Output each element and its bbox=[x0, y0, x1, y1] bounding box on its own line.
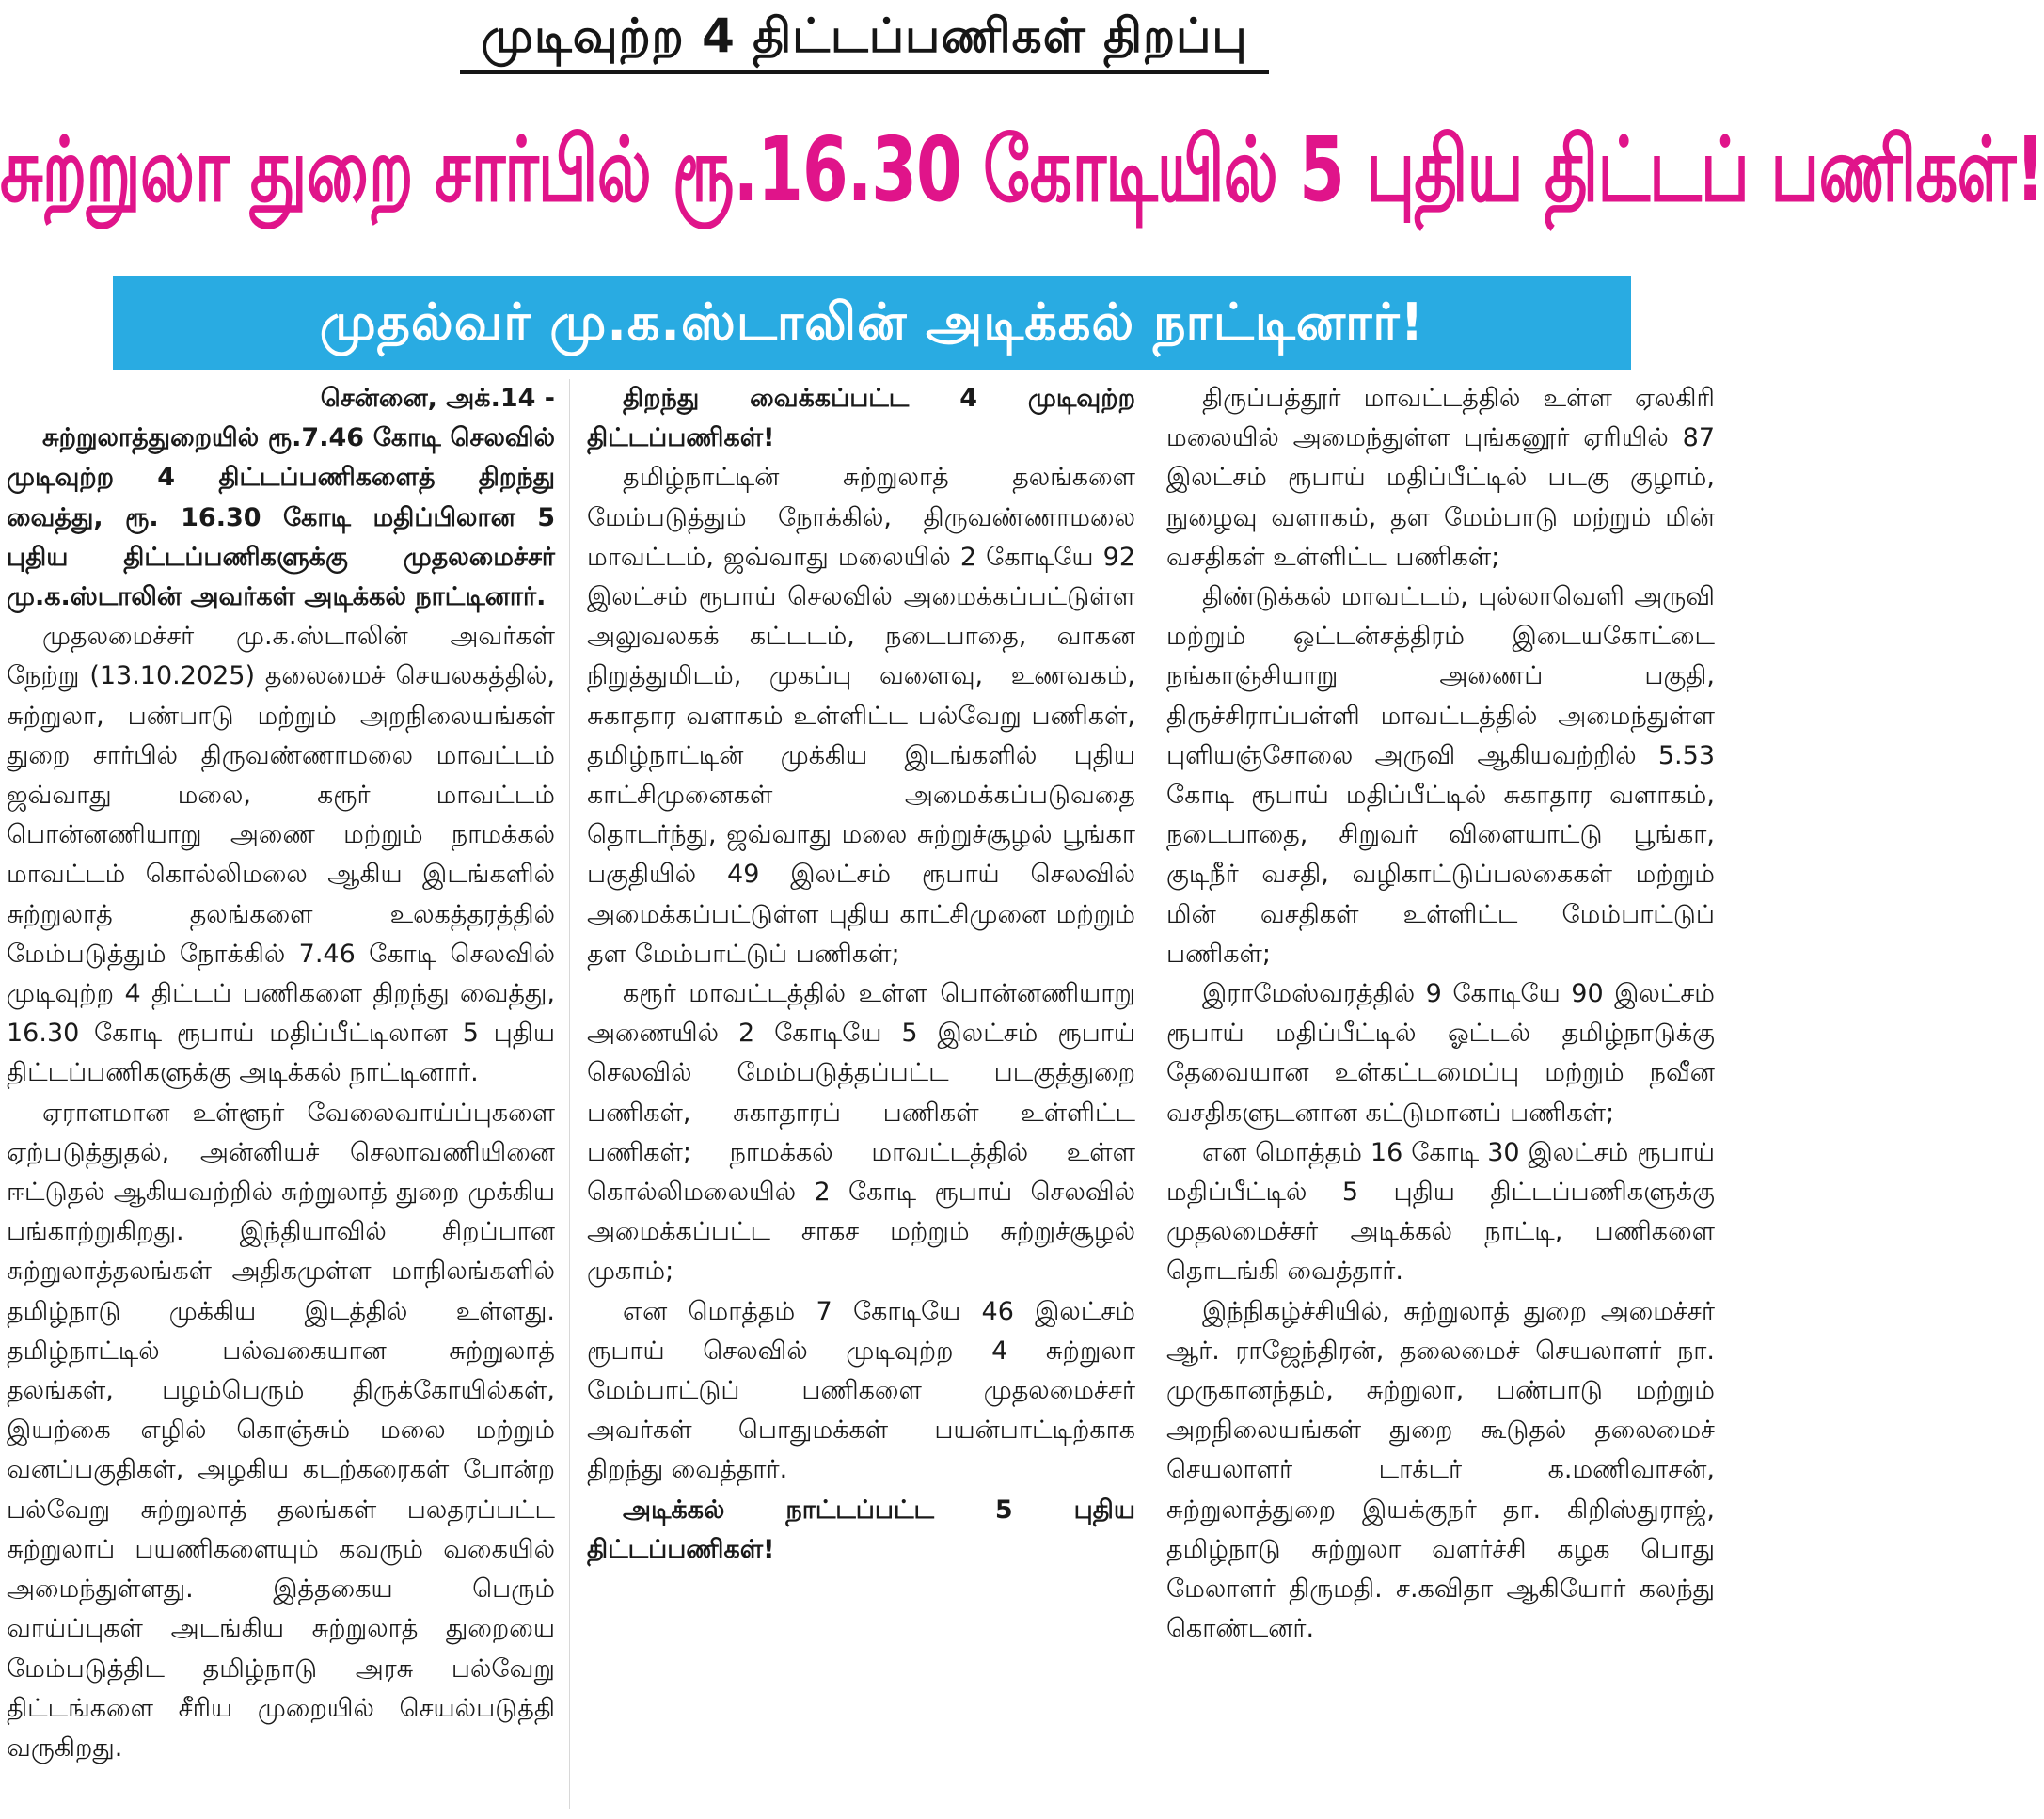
headline: சுற்றுலா துறை சார்பில் ரூ.16.30 கோடியில் 5 புதிய திட்டப் பணிகள்! bbox=[0, 118, 2044, 223]
paragraph-10: இந்நிகழ்ச்சியில், சுற்றுலாத் துறை அமைச்சர் ஆர். ராஜேந்திரன், தலைமைச் செயலாளர் நா. முருகானந்தம், சுற்றுலா, பண்பாடு மற்றும் அறநிலையங்கள் துறை கூடுதல் தலைமைச் செயலாளர் டாக்டர் க.மணிவாசன், சுற்றுலாத்துறை இயக்குநர் தா. கிறிஸ்துராஜ், தமிழ்நாடு சுற்றுலா வளர்ச்சி கழக பொது மேலாளர் திருமதி. ச.கவிதா ஆகியோர் கலந்து கொண்டனர். bbox=[1166, 1296, 1715, 1644]
sub-headline-banner: முதல்வர் மு.க.ஸ்டாலின் அடிக்கல் நாட்டினார்! bbox=[113, 276, 1631, 370]
subhead-new-projects: அடிக்கல் நாட்டப்பட்ட 5 புதிய திட்டப்பணிகள்! bbox=[587, 1495, 1135, 1564]
column-1 bbox=[7, 379, 555, 1813]
paragraph-9: என மொத்தம் 16 கோடி 30 இலட்சம் ரூபாய் மதிப்பீட்டில் 5 புதிய திட்டப்பணிகளுக்கு முதலமைச்சர் அடிக்கல் நாட்டி, பணிகளை தொடங்கி வைத்தார். bbox=[1166, 1137, 1715, 1287]
paragraph-5: என மொத்தம் 7 கோடியே 46 இலட்சம் ரூபாய் செலவில் முடிவுற்ற 4 சுற்றுலா மேம்பாட்டுப் பணிகளை முதலமைச்சர் அவர்கள் பொதுமக்கள் பயன்பாட்டிற்காக திறந்து வைத்தார். bbox=[587, 1296, 1135, 1485]
column-2 bbox=[587, 379, 1135, 1813]
kicker: முடிவுற்ற 4 திட்டப்பணிகள் திறப்பு bbox=[460, 9, 1268, 74]
paragraph-7: திண்டுக்கல் மாவட்டம், புல்லாவெளி அருவி மற்றும் ஒட்டன்சத்திரம் இடையகோட்டை நங்காஞ்சியாறு அணைப் பகுதி, திருச்சிராப்பள்ளி மாவட்டத்தில் அமைந்துள்ள புளியஞ்சோலை அருவி ஆகியவற்றில் 5.53 கோடி ரூபாய் மதிப்பீட்டில் சுகாதார வளாகம், நடைபாதை, சிறுவர் விளையாட்டு பூங்கா, குடிநீர் வசதி, வழிகாட்டுப்பலகைகள் மற்றும் மின் வசதிகள் உள்ளிட்ட மேம்பாட்டுப் பணிகள்; bbox=[1166, 582, 1715, 969]
column-3 bbox=[1166, 379, 1715, 1813]
lede-paragraph: சுற்றுலாத்துறையில் ரூ.7.46 கோடி செலவில் முடிவுற்ற 4 திட்டப்பணிகளைத் திறந்து வைத்து, ரூ. 16.30 கோடி மதிப்பிலான 5 புதிய திட்டப்பணிகளுக்கு முதலமைச்சர் மு.க.ஸ்டாலின் அவர்கள் அடிக்கல் நாட்டினார். bbox=[7, 423, 555, 612]
paragraph-2a: ஏராளமான உள்ளூர் வேலைவாய்ப்புகளை ஏற்படுத்துதல், அன்னியச் செலாவணியினை ஈட்டுதல் ஆகியவற்றில் சுற்றுலாத் துறை முக்கிய பங்காற்றுகிறது. இந்தியாவில் சிறப்பான சுற்றுலாத்தலங்கள் அதிகமுள்ள மாநிலங்களில் தமிழ்நாடு முக்கிய இடத்தில் உள்ளது. தமிழ்நாட்டில் பல்வகையான சுற்றுலாத் தலங்கள், பழம்பெரும் திருக்கோயில்கள், இயற்கை எழில் கொஞ்சும் மலை மற்றும் வனப்பகுதிகள், அழகிய கடற்கரைகள் போன்ற பல்வேறு சுற்றுலாத் தலங்கள் பலதரப்பட்ட சுற்றுலாப் பயணிகளையும் கவரும் வகையில் அமைந்துள்ளது. இத்தகைய பெரும் வாய்ப்புகள் அடங்கிய சுற்றுலாத் துறையை மேம்படுத்திட தமிழ்நாடு அரசு பல்வேறு திட்டங்களை சீரிய முறையில் செயல்படுத்தி வருகிறது. bbox=[7, 1098, 555, 1763]
kicker-wrap bbox=[0, 9, 1729, 74]
paragraph-1: முதலமைச்சர் மு.க.ஸ்டாலின் அவர்கள் நேற்று (13.10.2025) தலைமைச் செயலகத்தில், சுற்றுலா, பண்பாடு மற்றும் அறநிலையங்கள் துறை சார்பில் திருவண்ணாமலை மாவட்டம் ஜவ்வாது மலை, கரூர் மாவட்டம் பொன்னணியாறு அணை மற்றும் நாமக்கல் மாவட்டம் கொல்லிமலை ஆகிய இடங்களில் சுற்றுலாத் தலங்களை உலகத்தரத்தில் மேம்படுத்தும் நோக்கில் 7.46 கோடி செலவில் முடிவுற்ற 4 திட்டப் பணிகளை திறந்து வைத்து, 16.30 கோடி ரூபாய் மதிப்பீட்டிலான 5 புதிய திட்டப்பணிகளுக்கு அடிக்கல் நாட்டினார். bbox=[7, 622, 555, 1088]
paragraph-6: திருப்பத்தூர் மாவட்டத்தில் உள்ள ஏலகிரி மலையில் அமைந்துள்ள புங்கனூர் ஏரியில் 87 இலட்சம் ரூபாய் மதிப்பீட்டில் படகு குழாம், நுழைவு வளாகம், தள மேம்பாடு மற்றும் மின் வசதிகள் உள்ளிட்ட பணிகள்; bbox=[1166, 384, 1715, 572]
dateline: சென்னை, அக்.14 - bbox=[320, 384, 555, 413]
subhead-opened-projects: திறந்து வைக்கப்பட்ட 4 முடிவுற்ற திட்டப்பணிகள்! bbox=[587, 384, 1135, 453]
paragraph-3: தமிழ்நாட்டின் சுற்றுலாத் தலங்களை மேம்படுத்தும் நோக்கில், திருவண்ணாமலை மாவட்டம், ஜவ்வாது மலையில் 2 கோடியே 92 இலட்சம் ரூபாய் செலவில் அமைக்கப்பட்டுள்ள அலுவலகக் கட்டடம், நடைபாதை, வாகன நிறுத்துமிடம், முகப்பு வளைவு, உணவகம், சுகாதார வளாகம் உள்ளிட்ட பல்வேறு பணிகள், தமிழ்நாட்டின் முக்கிய இடங்களில் புதிய காட்சிமுனைகள் அமைக்கப்படுவதை தொடர்ந்து, ஜவ்வாது மலை சுற்றுச்சூழல் பூங்கா பகுதியில் 49 இலட்சம் ரூபாய் செலவில் அமைக்கப்பட்டுள்ள புதிய காட்சிமுனை மற்றும் தள மேம்பாட்டுப் பணிகள்; bbox=[587, 463, 1135, 969]
paragraph-4: கரூர் மாவட்டத்தில் உள்ள பொன்னணியாறு அணையில் 2 கோடியே 5 இலட்சம் ரூபாய் செலவில் மேம்படுத்தப்பட்ட படகுத்துறை பணிகள், சுகாதாரப் பணிகள் உள்ளிட்ட பணிகள்; நாமக்கல் மாவட்டத்தில் உள்ள கொல்லிமலையில் 2 கோடி ரூபாய் செலவில் அமைக்கப்பட்ட சாகச மற்றும் சுற்றுச்சூழல் முகாம்; bbox=[587, 979, 1135, 1287]
column-divider bbox=[569, 379, 570, 1809]
paragraph-8: இராமேஸ்வரத்தில் 9 கோடியே 90 இலட்சம் ரூபாய் மதிப்பீட்டில் ஓட்டல் தமிழ்நாடுக்கு தேவையான உள்கட்டமைப்பு மற்றும் நவீன வசதிகளுடனான கட்டுமானப் பணிகள்; bbox=[1166, 979, 1715, 1128]
